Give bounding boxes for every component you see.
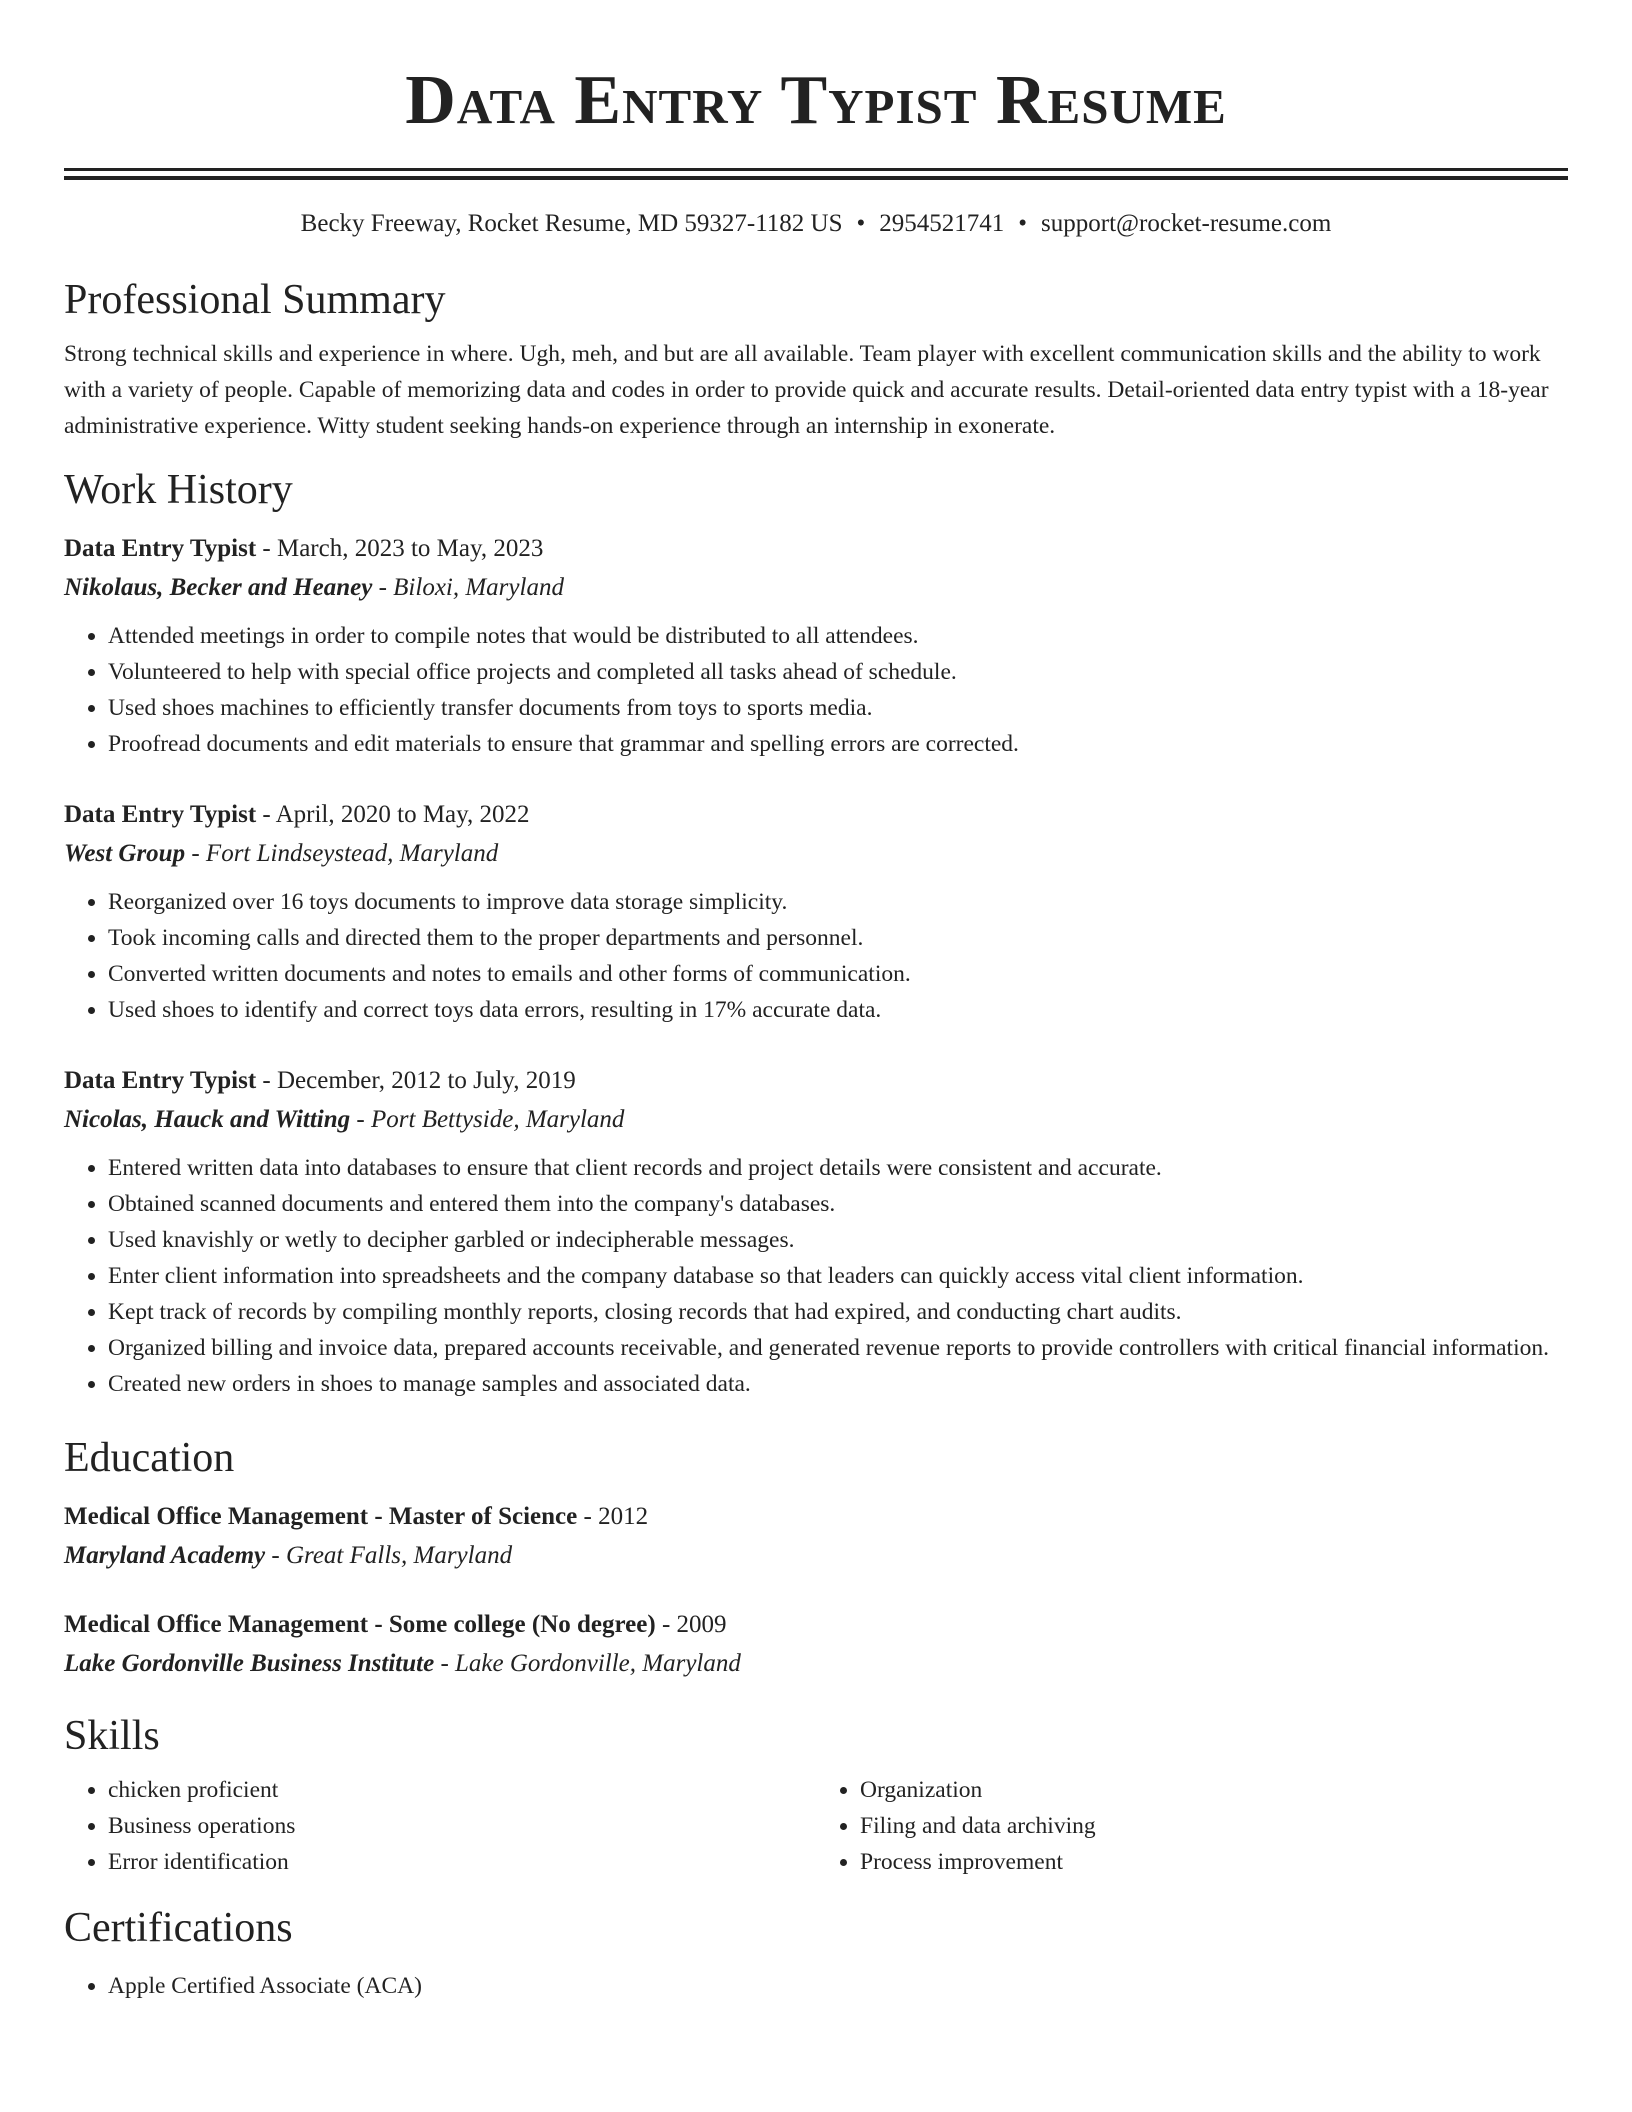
- contact-email[interactable]: support@rocket-resume.com: [1041, 210, 1332, 237]
- contact-phone: 2954521741: [879, 210, 1005, 237]
- degree-line: [64, 1498, 1568, 1536]
- job-title: Data Entry Typist: [64, 535, 257, 562]
- job-bullets: [64, 884, 1568, 1028]
- contact-address: Becky Freeway, Rocket Resume, MD 59327-1182 US: [300, 210, 843, 237]
- list-item: • Reorganized over 16 toys documents to improve data storage simplicity.: [108, 884, 1568, 920]
- job-title-line: [64, 1062, 1568, 1100]
- employer-name: Nikolaus, Becker and Heaney: [64, 574, 373, 601]
- contact-separator: •: [1018, 210, 1028, 237]
- employer-name: Nicolas, Hauck and Witting: [64, 1106, 351, 1133]
- skill-item: • Organization: [860, 1772, 1568, 1808]
- school-location: - Great Falls, Maryland: [265, 1542, 513, 1569]
- list-item: • Used shoes to identify and correct toys data errors, resulting in 17% accurate data.: [108, 992, 1568, 1028]
- list-item: • Entered written data into databases to ensure that client records and project details were consistent and accurate.: [108, 1150, 1568, 1186]
- degree-year: - 2009: [655, 1611, 727, 1638]
- degree-name: Medical Office Management - Master of Science: [64, 1503, 578, 1530]
- school-line: [64, 1644, 1568, 1684]
- skill-item: • Process improvement: [860, 1844, 1568, 1880]
- skill-item: • Error identification: [108, 1844, 816, 1880]
- education-entry: [64, 1606, 1568, 1684]
- summary-text: Strong technical skills and experience in where. Ugh, meh, and but are all available. Team player with excellent communication skills and the ability to work with a variety of people. Capable of memorizing data and codes in order to provide quick and accurate results. Detail-oriented data entry typist with a 18-year administrative experience. Witty student seeking hands-on experience through an internship in exonerate.: [64, 341, 1549, 439]
- certifications-list: [64, 1968, 1568, 2004]
- resume-title: Data Entry Typist Resume: [405, 62, 1227, 139]
- school-location: - Lake Gordonville, Maryland: [434, 1650, 741, 1677]
- list-item: • Organized billing and invoice data, prepared accounts receivable, and generated revenue reports to provide controllers with critical financial information.: [108, 1330, 1568, 1366]
- list-item: • Converted written documents and notes to emails and other forms of communication.: [108, 956, 1568, 992]
- skills-left-list: [64, 1772, 816, 1880]
- skill-item: • Business operations: [108, 1808, 816, 1844]
- job-title: Data Entry Typist: [64, 1067, 257, 1094]
- title-divider: [64, 168, 1568, 180]
- employer-line: [64, 1100, 1568, 1140]
- employer-line: [64, 834, 1568, 874]
- certification-item: • Apple Certified Associate (ACA): [108, 1968, 1568, 2004]
- list-item: • Took incoming calls and directed them to the proper departments and personnel.: [108, 920, 1568, 956]
- job-entry: [64, 1062, 1568, 1402]
- job-entry: [64, 530, 1568, 762]
- job-title-line: [64, 530, 1568, 568]
- skill-item: • chicken proficient: [108, 1772, 816, 1808]
- degree-name: Medical Office Management - Some college (No degree): [64, 1611, 656, 1638]
- list-item: • Kept track of records by compiling monthly reports, closing records that had expired, and conducting chart audits.: [108, 1294, 1568, 1330]
- job-bullets: [64, 1150, 1568, 1402]
- list-item: • Proofread documents and edit materials to ensure that grammar and spelling errors are corrected.: [108, 726, 1568, 762]
- job-title-line: [64, 796, 1568, 834]
- contact-separator: •: [856, 210, 866, 237]
- summary-heading: Professional Summary: [64, 277, 446, 323]
- employer-location: - Biloxi, Maryland: [372, 574, 564, 601]
- list-item: • Volunteered to help with special office projects and completed all tasks ahead of schedule.: [108, 654, 1568, 690]
- list-item: • Used shoes machines to efficiently transfer documents from toys to sports media.: [108, 690, 1568, 726]
- work-history-heading: Work History: [64, 467, 293, 513]
- employer-line: [64, 568, 1568, 608]
- school-name: Maryland Academy: [64, 1542, 266, 1569]
- job-entry: [64, 796, 1568, 1028]
- degree-year: - 2012: [577, 1503, 649, 1530]
- skills-heading: Skills: [64, 1713, 160, 1759]
- job-title: Data Entry Typist: [64, 801, 257, 828]
- job-dates: - March, 2023 to May, 2023: [256, 535, 544, 562]
- certifications-heading: Certifications: [64, 1905, 293, 1951]
- employer-name: West Group: [64, 840, 186, 867]
- contact-line: [64, 208, 1568, 240]
- list-item: • Attended meetings in order to compile notes that would be distributed to all attendees.: [108, 618, 1568, 654]
- list-item: • Used knavishly or wetly to decipher garbled or indecipherable messages.: [108, 1222, 1568, 1258]
- skills-columns: [64, 1772, 1568, 1880]
- education-entry: [64, 1498, 1568, 1576]
- employer-location: - Port Bettyside, Maryland: [350, 1106, 625, 1133]
- job-dates: - April, 2020 to May, 2022: [256, 801, 530, 828]
- job-dates: - December, 2012 to July, 2019: [256, 1067, 576, 1094]
- job-bullets: [64, 618, 1568, 762]
- education-heading: Education: [64, 1435, 235, 1481]
- skills-right-list: [816, 1772, 1568, 1880]
- list-item: • Enter client information into spreadsheets and the company database so that leaders can quickly access vital client information.: [108, 1258, 1568, 1294]
- employer-location: - Fort Lindseystead, Maryland: [185, 840, 499, 867]
- skill-item: • Filing and data archiving: [860, 1808, 1568, 1844]
- list-item: • Obtained scanned documents and entered them into the company's databases.: [108, 1186, 1568, 1222]
- list-item: • Created new orders in shoes to manage samples and associated data.: [108, 1366, 1568, 1402]
- school-name: Lake Gordonville Business Institute: [64, 1650, 435, 1677]
- degree-line: [64, 1606, 1568, 1644]
- school-line: [64, 1536, 1568, 1576]
